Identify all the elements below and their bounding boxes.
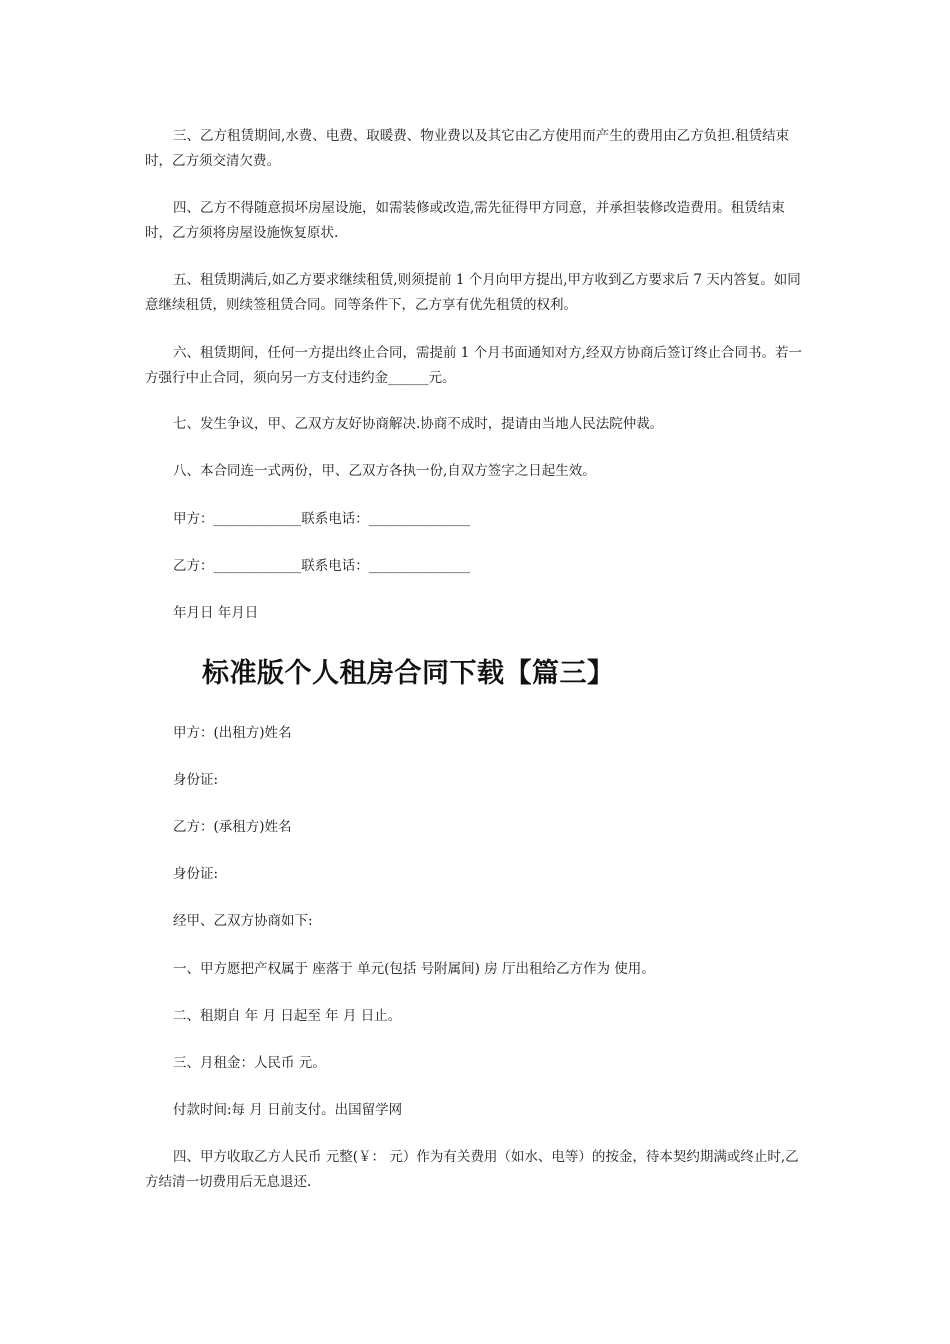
landlord-name-line: 甲方：(出租方)姓名 (173, 725, 292, 741)
tenant-id-line: 身份证: (173, 866, 219, 882)
clause-3-utilities: 三、乙方租赁期间,水费、电费、取暖费、物业费以及其它由乙方使用而产生的费用由乙方负担.租赁结束时，乙方须交清欠费。 (145, 128, 790, 169)
clause-8-copies: 八、本合同连一式两份，甲、乙双方各执一份,自双方签字之日起生效。 (173, 463, 596, 479)
clause-4-facilities: 四、乙方不得随意损坏房屋设施，如需装修或改造,需先征得甲方同意，并承担装修改造费用。租赁结束时，乙方须将房屋设施恢复原状. (145, 200, 785, 241)
clause-4-deposit: 四、甲方收取乙方人民币 元整(￥： 元）作为有关费用（如水、电等）的按金，待本契约期满或终止时,乙方结清一切费用后无息退还. (145, 1149, 799, 1190)
clause-6-termination: 六、租赁期间，任何一方提出终止合同，需提前 1 个月书面通知对方,经双方协商后签订终止合同书。若一方强行中止合同，须向另一方支付违约金______元。 (145, 345, 802, 386)
tenant-name-line: 乙方：(承租方)姓名 (173, 819, 292, 835)
clause-2-term: 二、租期自 年 月 日起至 年 月 日止。 (173, 1008, 402, 1024)
agreement-intro: 经甲、乙双方协商如下: (173, 913, 313, 929)
signature-date-line: 年月日 年月日 (173, 605, 259, 621)
clause-3-rent: 三、月租金：人民币 元。 (173, 1055, 326, 1071)
clause-7-disputes: 七、发生争议，甲、乙双方友好协商解决.协商不成时，提请由当地人民法院仲裁。 (173, 416, 664, 432)
landlord-id-line: 身份证: (173, 772, 219, 788)
party-b-signature-line: 乙方：_____________联系电话：_______________ (173, 558, 470, 574)
party-a-signature-line: 甲方：_____________联系电话：_______________ (173, 511, 470, 527)
clause-5-renewal: 五、租赁期满后,如乙方要求继续租赁,则须提前 1 个月向甲方提出,甲方收到乙方要求后 7 天内答复。如同意继续租赁，则续签租赁合同。同等条件下，乙方享有优先租赁的权利。 (145, 272, 801, 313)
payment-time-line: 付款时间:每 月 日前支付。出国留学网 (173, 1102, 403, 1118)
section-title: 标准版个人租房合同下载【篇三】 (202, 658, 615, 689)
clause-1-property: 一、甲方愿把产权属于 座落于 单元(包括 号附属间) 房 厅出租给乙方作为 使用。 (173, 961, 655, 977)
